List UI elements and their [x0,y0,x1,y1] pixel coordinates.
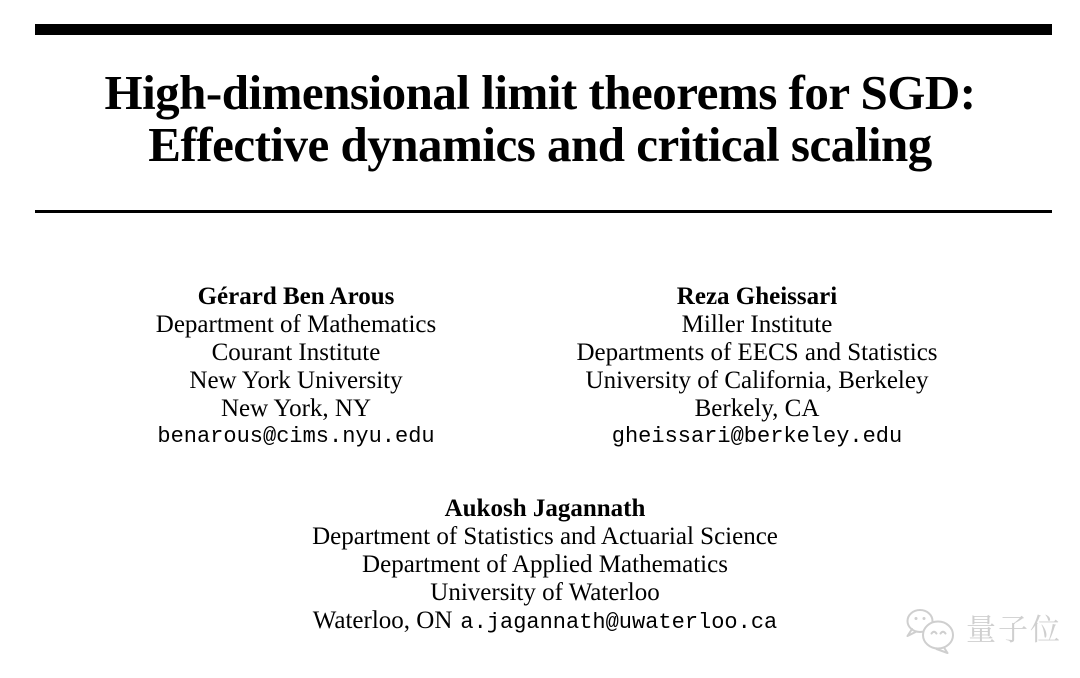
author-name: Aukosh Jagannath [444,495,646,522]
author-affiliation: Berkely, CA [694,395,820,422]
author-affiliation: Department of Applied Mathematics [362,551,728,578]
author-affiliation: Department of Mathematics [155,311,437,338]
author-location-email-line [312,607,778,637]
author-block-jagannath [312,495,778,637]
author-affiliation: University of Waterloo [430,579,660,606]
top-rule [35,24,1052,35]
author-name: Reza Gheissari [676,283,838,310]
author-block-ben-arous [156,283,436,451]
author-affiliation: Departments of EECS and Statistics [576,339,938,366]
author-email: benarous@cims.nyu.edu [157,424,435,449]
author-affiliation: New York, NY [220,395,371,422]
author-email: gheissari@berkeley.edu [611,424,903,449]
author-affiliation: Courant Institute [211,339,381,366]
author-email: a.jagannath@uwaterloo.ca [460,610,778,635]
title-line-1: High-dimensional limit theorems for SGD: [104,65,976,120]
author-affiliation: Department of Statistics and Actuarial Science [312,523,778,550]
title-line-2: Effective dynamics and critical scaling [148,117,932,172]
wechat-icon [904,608,958,654]
author-affiliation: University of California, Berkeley [585,367,929,394]
paper-title [0,67,1080,171]
title-separator-rule [35,210,1052,213]
author-block-gheissari [576,283,937,451]
watermark [904,608,1062,654]
author-affiliation: New York University [189,367,403,394]
author-name: Gérard Ben Arous [197,283,395,310]
watermark-text: 量子位 [966,613,1062,648]
author-affiliation: Miller Institute [681,311,833,338]
author-location: Waterloo, ON [312,607,453,634]
